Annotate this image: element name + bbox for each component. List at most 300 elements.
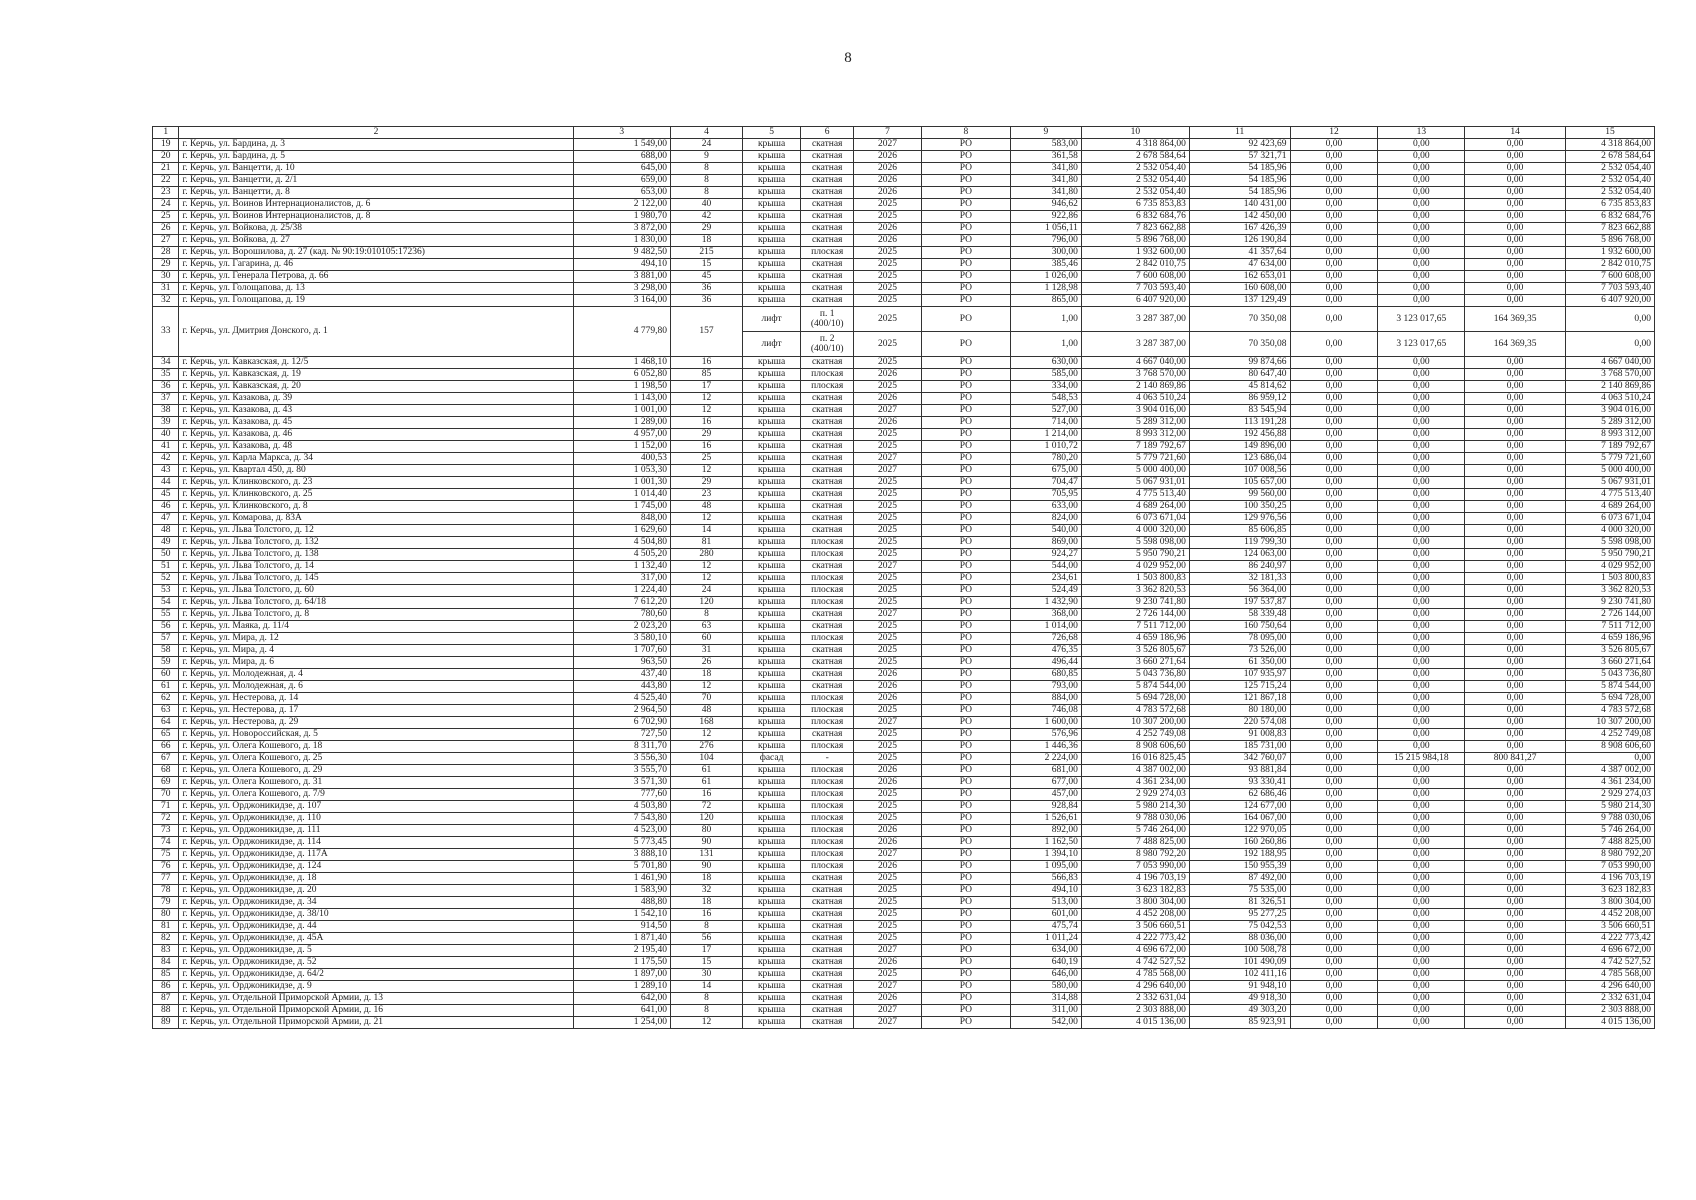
cell-source: РО: [921, 717, 1010, 729]
cell-year: 2025: [854, 789, 922, 801]
cell-cost: 9 788 030,06: [1081, 813, 1189, 825]
cell-element: крыша: [742, 357, 800, 369]
cell-cost: 3 623 182,83: [1081, 885, 1189, 897]
cell-fund-3: 0,00: [1465, 139, 1566, 151]
cell-element: крыша: [742, 909, 800, 921]
cell-fund-3: 0,00: [1465, 477, 1566, 489]
cell-volume: 746,08: [1010, 705, 1081, 717]
cell-element: лифт: [742, 307, 800, 332]
cell-cost-per-unit: 54 185,96: [1189, 163, 1290, 175]
cell-total: 7 823 662,88: [1565, 223, 1654, 235]
cell-type: скатная: [801, 657, 854, 669]
cell-fund-2: 0,00: [1378, 163, 1465, 175]
cell-fund-2: 0,00: [1378, 609, 1465, 621]
cell-fund-3: 0,00: [1465, 247, 1566, 259]
cell-fund-1: 0,00: [1290, 247, 1378, 259]
cell-year: 2025: [854, 873, 922, 885]
cell-total: 3 623 182,83: [1565, 885, 1654, 897]
cell-year: 2027: [854, 849, 922, 861]
cell-total: 4 361 234,00: [1565, 777, 1654, 789]
cell-element: крыша: [742, 933, 800, 945]
cell-element: крыша: [742, 465, 800, 477]
cell-total: 5 598 098,00: [1565, 537, 1654, 549]
cell-row-number: 60: [153, 669, 179, 681]
cell-fund-3: 0,00: [1465, 405, 1566, 417]
column-header-3: 3: [573, 127, 670, 139]
cell-source: РО: [921, 813, 1010, 825]
cell-type: скатная: [801, 187, 854, 199]
cell-element: крыша: [742, 789, 800, 801]
cell-count: 8: [670, 175, 742, 187]
cell-type: скатная: [801, 933, 854, 945]
cell-year: 2026: [854, 777, 922, 789]
cell-year: 2027: [854, 609, 922, 621]
cell-row-number: 49: [153, 537, 179, 549]
cell-area: 1 980,70: [573, 211, 670, 223]
cell-row-number: 82: [153, 933, 179, 945]
cell-year: 2025: [854, 332, 922, 357]
cell-element: крыша: [742, 259, 800, 271]
cell-fund-3: 0,00: [1465, 789, 1566, 801]
cell-fund-2: 0,00: [1378, 909, 1465, 921]
table-row: [153, 307, 1655, 332]
cell-fund-3: 0,00: [1465, 609, 1566, 621]
cell-row-number: 40: [153, 429, 179, 441]
cell-address: г. Керчь, ул. Молодежная, д. 4: [179, 669, 573, 681]
cell-cost-per-unit: 80 647,40: [1189, 369, 1290, 381]
cell-address: г. Керчь, ул. Кавказская, д. 20: [179, 381, 573, 393]
cell-fund-1: 0,00: [1290, 271, 1378, 283]
cell-address: г. Керчь, ул. Орджоникидзе, д. 117А: [179, 849, 573, 861]
cell-fund-2: 0,00: [1378, 573, 1465, 585]
cell-fund-1: 0,00: [1290, 429, 1378, 441]
cell-fund-2: 0,00: [1378, 295, 1465, 307]
table-row: [153, 259, 1655, 271]
cell-fund-3: 0,00: [1465, 945, 1566, 957]
cell-year: 2025: [854, 247, 922, 259]
cell-total: 9 788 030,06: [1565, 813, 1654, 825]
cell-fund-1: 0,00: [1290, 211, 1378, 223]
cell-type: плоская: [801, 585, 854, 597]
cell-fund-1: 0,00: [1290, 585, 1378, 597]
cell-volume: 1 026,00: [1010, 271, 1081, 283]
cell-volume: 824,00: [1010, 513, 1081, 525]
cell-cost: 4 361 234,00: [1081, 777, 1189, 789]
cell-fund-3: 0,00: [1465, 825, 1566, 837]
table-row: [153, 741, 1655, 753]
cell-source: РО: [921, 597, 1010, 609]
cell-volume: 457,00: [1010, 789, 1081, 801]
cell-source: РО: [921, 753, 1010, 765]
cell-area: 1 001,00: [573, 405, 670, 417]
cell-area: 8 311,70: [573, 741, 670, 753]
cell-cost: 4 063 510,24: [1081, 393, 1189, 405]
cell-volume: 341,80: [1010, 175, 1081, 187]
cell-cost: 4 252 749,08: [1081, 729, 1189, 741]
cell-cost-per-unit: 123 686,04: [1189, 453, 1290, 465]
cell-volume: 576,96: [1010, 729, 1081, 741]
table-row: [153, 705, 1655, 717]
table-row: [153, 849, 1655, 861]
cell-volume: 892,00: [1010, 825, 1081, 837]
cell-fund-3: 0,00: [1465, 837, 1566, 849]
cell-element: крыша: [742, 199, 800, 211]
table-row: [153, 295, 1655, 307]
cell-count: 24: [670, 139, 742, 151]
cell-total: 4 742 527,52: [1565, 957, 1654, 969]
cell-address: г. Керчь, ул. Олега Кошевого, д. 7/9: [179, 789, 573, 801]
cell-address: г. Керчь, ул. Ванцетти, д. 8: [179, 187, 573, 199]
cell-total: 7 511 712,00: [1565, 621, 1654, 633]
cell-total: 0,00: [1565, 307, 1654, 332]
cell-total: 4 659 186,96: [1565, 633, 1654, 645]
cell-cost: 5 980 214,30: [1081, 801, 1189, 813]
cell-cost: 5 067 931,01: [1081, 477, 1189, 489]
cell-cost-per-unit: 164 067,00: [1189, 813, 1290, 825]
cell-source: РО: [921, 789, 1010, 801]
cell-total: 2 842 010,75: [1565, 259, 1654, 271]
cell-source: РО: [921, 957, 1010, 969]
cell-area: 2 195,40: [573, 945, 670, 957]
cell-area: 5 773,45: [573, 837, 670, 849]
cell-area: 3 888,10: [573, 849, 670, 861]
cell-total: 2 532 054,40: [1565, 163, 1654, 175]
cell-year: 2025: [854, 801, 922, 813]
cell-year: 2025: [854, 549, 922, 561]
cell-fund-2: 0,00: [1378, 537, 1465, 549]
cell-count: 42: [670, 211, 742, 223]
cell-element: крыша: [742, 897, 800, 909]
table-row: [153, 765, 1655, 777]
table-row: [153, 477, 1655, 489]
cell-type: скатная: [801, 561, 854, 573]
cell-cost: 4 783 572,68: [1081, 705, 1189, 717]
cell-cost: 3 660 271,64: [1081, 657, 1189, 669]
cell-fund-2: 0,00: [1378, 211, 1465, 223]
cell-year: 2025: [854, 441, 922, 453]
cell-row-number: 20: [153, 151, 179, 163]
table-row: [153, 729, 1655, 741]
cell-year: 2027: [854, 717, 922, 729]
cell-fund-1: 0,00: [1290, 885, 1378, 897]
cell-cost-per-unit: 192 188,95: [1189, 849, 1290, 861]
cell-fund-2: 0,00: [1378, 981, 1465, 993]
table-row: [153, 175, 1655, 187]
cell-fund-2: 0,00: [1378, 945, 1465, 957]
cell-cost-per-unit: 124 063,00: [1189, 549, 1290, 561]
cell-fund-1: 0,00: [1290, 645, 1378, 657]
cell-cost: 3 287 387,00: [1081, 307, 1189, 332]
cell-year: 2025: [854, 573, 922, 585]
cell-cost: 4 785 568,00: [1081, 969, 1189, 981]
cell-cost: 8 908 606,60: [1081, 741, 1189, 753]
cell-fund-3: 0,00: [1465, 513, 1566, 525]
cell-total: 4 689 264,00: [1565, 501, 1654, 513]
cell-area: 1 175,50: [573, 957, 670, 969]
cell-source: РО: [921, 187, 1010, 199]
cell-address: г. Керчь, ул. Нестерова, д. 29: [179, 717, 573, 729]
cell-row-number: 38: [153, 405, 179, 417]
cell-cost: 1 932 600,00: [1081, 247, 1189, 259]
cell-type: плоская: [801, 849, 854, 861]
cell-type: скатная: [801, 1005, 854, 1017]
cell-year: 2025: [854, 357, 922, 369]
cell-address: г. Керчь, ул. Кавказская, д. 19: [179, 369, 573, 381]
cell-count: 45: [670, 271, 742, 283]
cell-fund-1: 0,00: [1290, 573, 1378, 585]
cell-element: крыша: [742, 187, 800, 199]
table-row: [153, 381, 1655, 393]
table-row: [153, 573, 1655, 585]
column-header-14: 14: [1465, 127, 1566, 139]
cell-count: 12: [670, 573, 742, 585]
cell-area: 494,10: [573, 259, 670, 271]
cell-count: 276: [670, 741, 742, 753]
cell-source: РО: [921, 945, 1010, 957]
cell-volume: 385,46: [1010, 259, 1081, 271]
cell-fund-1: 0,00: [1290, 825, 1378, 837]
cell-address: г. Керчь, ул. Казакова, д. 48: [179, 441, 573, 453]
cell-element: крыша: [742, 813, 800, 825]
cell-row-number: 64: [153, 717, 179, 729]
cell-cost-per-unit: 70 350,08: [1189, 307, 1290, 332]
cell-element: фасад: [742, 753, 800, 765]
cell-count: 12: [670, 681, 742, 693]
cell-total: 7 703 593,40: [1565, 283, 1654, 295]
cell-total: 4 785 568,00: [1565, 969, 1654, 981]
cell-fund-1: 0,00: [1290, 453, 1378, 465]
cell-fund-3: 0,00: [1465, 271, 1566, 283]
cell-type: скатная: [801, 223, 854, 235]
cell-fund-3: 0,00: [1465, 849, 1566, 861]
cell-row-number: 85: [153, 969, 179, 981]
cell-total: 4 252 749,08: [1565, 729, 1654, 741]
cell-cost-per-unit: 99 874,66: [1189, 357, 1290, 369]
cell-year: 2027: [854, 453, 922, 465]
cell-area: 2 964,50: [573, 705, 670, 717]
cell-total: 4 387 002,00: [1565, 765, 1654, 777]
cell-type: п. 2 (400/10): [801, 332, 854, 357]
cell-volume: 475,74: [1010, 921, 1081, 933]
cell-total: 7 488 825,00: [1565, 837, 1654, 849]
cell-area: 1 549,00: [573, 139, 670, 151]
cell-fund-2: 0,00: [1378, 1017, 1465, 1029]
cell-area: 1 152,00: [573, 441, 670, 453]
cell-address: г. Керчь, ул. Орджоникидзе, д. 111: [179, 825, 573, 837]
cell-fund-2: 0,00: [1378, 657, 1465, 669]
cell-type: -: [801, 753, 854, 765]
cell-count: 90: [670, 837, 742, 849]
cell-row-number: 54: [153, 597, 179, 609]
cell-address: г. Керчь, ул. Комарова, д. 83А: [179, 513, 573, 525]
cell-cost-per-unit: 101 490,09: [1189, 957, 1290, 969]
cell-element: крыша: [742, 945, 800, 957]
cell-cost: 7 488 825,00: [1081, 837, 1189, 849]
cell-cost: 10 307 200,00: [1081, 717, 1189, 729]
cell-address: г. Керчь, ул. Орджоникидзе, д. 18: [179, 873, 573, 885]
cell-year: 2025: [854, 307, 922, 332]
cell-total: 3 506 660,51: [1565, 921, 1654, 933]
cell-source: РО: [921, 909, 1010, 921]
cell-cost-per-unit: 137 129,49: [1189, 295, 1290, 307]
cell-address: г. Керчь, ул. Орджоникидзе, д. 20: [179, 885, 573, 897]
cell-cost: 16 016 825,45: [1081, 753, 1189, 765]
cell-cost: 3 904 016,00: [1081, 405, 1189, 417]
table-row: [153, 873, 1655, 885]
cell-total: 4 775 513,40: [1565, 489, 1654, 501]
cell-cost-per-unit: 81 326,51: [1189, 897, 1290, 909]
cell-count: 8: [670, 187, 742, 199]
cell-cost-per-unit: 129 976,56: [1189, 513, 1290, 525]
cell-year: 2025: [854, 645, 922, 657]
cell-cost: 9 230 741,80: [1081, 597, 1189, 609]
cell-element: лифт: [742, 332, 800, 357]
cell-count: 9: [670, 151, 742, 163]
cell-fund-2: 3 123 017,65: [1378, 307, 1465, 332]
cell-source: РО: [921, 657, 1010, 669]
cell-source: РО: [921, 453, 1010, 465]
cell-area: 1 289,10: [573, 981, 670, 993]
cell-type: скатная: [801, 235, 854, 247]
cell-source: РО: [921, 369, 1010, 381]
cell-year: 2025: [854, 477, 922, 489]
cell-cost-per-unit: 142 450,00: [1189, 211, 1290, 223]
cell-row-number: 81: [153, 921, 179, 933]
cell-volume: 681,00: [1010, 765, 1081, 777]
cell-fund-1: 0,00: [1290, 981, 1378, 993]
cell-total: 6 832 684,76: [1565, 211, 1654, 223]
cell-source: РО: [921, 163, 1010, 175]
cell-area: 4 503,80: [573, 801, 670, 813]
table-row: [153, 645, 1655, 657]
cell-address: г. Керчь, ул. Казакова, д. 43: [179, 405, 573, 417]
table-row: [153, 813, 1655, 825]
cell-volume: 341,80: [1010, 163, 1081, 175]
cell-cost-per-unit: 91 008,83: [1189, 729, 1290, 741]
cell-row-number: 77: [153, 873, 179, 885]
cell-fund-1: 0,00: [1290, 1017, 1378, 1029]
cell-address: г. Керчь, ул. Клинковского, д. 23: [179, 477, 573, 489]
cell-fund-1: 0,00: [1290, 597, 1378, 609]
cell-type: скатная: [801, 489, 854, 501]
cell-address: г. Керчь, ул. Льва Толстого, д. 145: [179, 573, 573, 585]
cell-row-number: 29: [153, 259, 179, 271]
cell-row-number: 51: [153, 561, 179, 573]
cell-cost-per-unit: 140 431,00: [1189, 199, 1290, 211]
cell-area: 914,50: [573, 921, 670, 933]
cell-address: г. Керчь, ул. Отдельной Приморской Армии, д. 21: [179, 1017, 573, 1029]
column-header-7: 7: [854, 127, 922, 139]
cell-year: 2026: [854, 223, 922, 235]
cell-count: 16: [670, 789, 742, 801]
cell-type: скатная: [801, 259, 854, 271]
cell-type: скатная: [801, 645, 854, 657]
cell-area: 400,53: [573, 453, 670, 465]
cell-row-number: 32: [153, 295, 179, 307]
table-row: [153, 777, 1655, 789]
cell-fund-1: 0,00: [1290, 163, 1378, 175]
cell-cost-per-unit: 160 608,00: [1189, 283, 1290, 295]
cell-element: крыша: [742, 861, 800, 873]
cell-fund-3: 0,00: [1465, 741, 1566, 753]
cell-volume: 583,00: [1010, 139, 1081, 151]
cell-total: 4 667 040,00: [1565, 357, 1654, 369]
cell-count: 61: [670, 777, 742, 789]
cell-row-number: 57: [153, 633, 179, 645]
cell-area: 1 468,10: [573, 357, 670, 369]
cell-fund-2: 0,00: [1378, 247, 1465, 259]
cell-element: крыша: [742, 489, 800, 501]
table-row: [153, 621, 1655, 633]
cell-fund-3: 0,00: [1465, 813, 1566, 825]
cell-fund-2: 0,00: [1378, 645, 1465, 657]
cell-cost: 2 332 631,04: [1081, 993, 1189, 1005]
cell-total: 2 726 144,00: [1565, 609, 1654, 621]
cell-row-number: 37: [153, 393, 179, 405]
cell-element: крыша: [742, 597, 800, 609]
cell-fund-3: 0,00: [1465, 873, 1566, 885]
cell-cost-per-unit: 121 867,18: [1189, 693, 1290, 705]
cell-element: крыша: [742, 453, 800, 465]
cell-cost: 3 800 304,00: [1081, 897, 1189, 909]
cell-row-number: 87: [153, 993, 179, 1005]
table-row: [153, 981, 1655, 993]
cell-cost-per-unit: 167 426,39: [1189, 223, 1290, 235]
cell-volume: 314,88: [1010, 993, 1081, 1005]
cell-source: РО: [921, 801, 1010, 813]
cell-fund-2: 3 123 017,65: [1378, 332, 1465, 357]
cell-count: 8: [670, 993, 742, 1005]
cell-row-number: 73: [153, 825, 179, 837]
cell-year: 2026: [854, 993, 922, 1005]
cell-fund-2: 0,00: [1378, 175, 1465, 187]
cell-fund-1: 0,00: [1290, 139, 1378, 151]
cell-source: РО: [921, 861, 1010, 873]
cell-count: 29: [670, 429, 742, 441]
cell-fund-1: 0,00: [1290, 801, 1378, 813]
cell-address: г. Керчь, ул. Квартал 450, д. 80: [179, 465, 573, 477]
cell-volume: 580,00: [1010, 981, 1081, 993]
cell-row-number: 44: [153, 477, 179, 489]
cell-area: 4 525,40: [573, 693, 670, 705]
cell-type: скатная: [801, 477, 854, 489]
cell-address: г. Керчь, ул. Орджоникидзе, д. 114: [179, 837, 573, 849]
cell-cost-per-unit: 100 350,25: [1189, 501, 1290, 513]
table-row: [153, 465, 1655, 477]
cell-year: 2025: [854, 897, 922, 909]
cell-source: РО: [921, 139, 1010, 151]
cell-fund-3: 0,00: [1465, 235, 1566, 247]
cell-count: 8: [670, 163, 742, 175]
cell-total: 6 735 853,83: [1565, 199, 1654, 211]
cell-type: плоская: [801, 741, 854, 753]
cell-type: плоская: [801, 813, 854, 825]
cell-total: 8 980 792,20: [1565, 849, 1654, 861]
cell-year: 2026: [854, 837, 922, 849]
cell-address: г. Керчь, ул. Орджоникидзе, д. 124: [179, 861, 573, 873]
cell-fund-3: 0,00: [1465, 549, 1566, 561]
cell-row-number: 86: [153, 981, 179, 993]
cell-count: 280: [670, 549, 742, 561]
table-row: [153, 909, 1655, 921]
cell-address: г. Керчь, ул. Новороссийская, д. 5: [179, 729, 573, 741]
cell-fund-3: 0,00: [1465, 921, 1566, 933]
cell-year: 2025: [854, 597, 922, 609]
table-row: [153, 357, 1655, 369]
cell-element: крыша: [742, 271, 800, 283]
cell-fund-2: 0,00: [1378, 561, 1465, 573]
cell-element: крыша: [742, 657, 800, 669]
